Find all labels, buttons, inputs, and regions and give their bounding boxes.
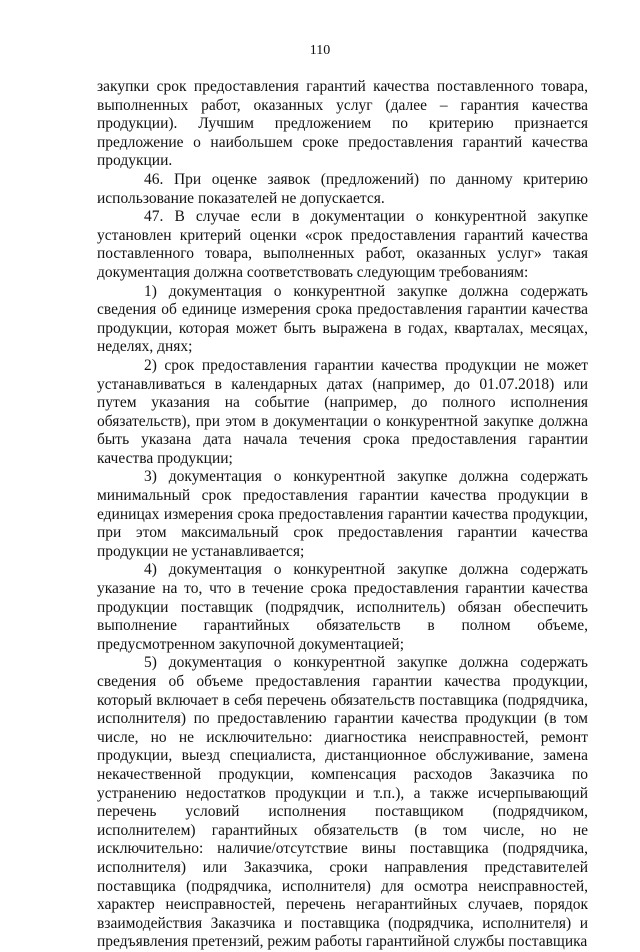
paragraph-continuation: закупки срок предоставления гарантий качества поставленного товара, выполненных работ, оказанных услуг (далее – гарантия качества продукции). Лучшим предложением по критерию признается предложение о наибольшем сроке предоставления гарантий качества продукции.	[97, 78, 588, 170]
page-number: 110	[309, 43, 331, 58]
list-item-2: 2) срок предоставления гарантии качества продукции не может устанавливаться в календарных датах (например, до 01.07.2018) или путем указания на событие (например, до полного исполнения обязательств), при этом в документации о конкурентной закупке должна быть указана дата начала течения срока предоставления гарантии качества продукции;	[97, 356, 588, 467]
list-item-1: 1) документация о конкурентной закупке должна содержать сведения об единице измерения срока предоставления гарантии качества продукции, которая может быть выражена в годах, кварталах, месяцах, неделях, днях;	[97, 282, 588, 356]
list-item-3: 3) документация о конкурентной закупке должна содержать минимальный срок предоставления гарантии качества продукции в единицах измерения срока предоставления гарантии качества продукции, при этом максимальный срок предоставления гарантии качества продукции не устанавливается;	[97, 468, 588, 560]
paragraph-47: 47. В случае если в документации о конкурентной закупке установлен критерий оценки «срок предоставления гарантий качества поставленного товара, выполненных работ, оказанных услуг» такая документация должна соответствовать следующим требованиям:	[97, 208, 588, 281]
paragraph-46: 46. При оценке заявок (предложений) по данному критерию использование показателей не допускается.	[97, 170, 588, 207]
list-item-5: 5) документация о конкурентной закупке должна содержать сведения об объеме предоставления гарантии качества продукции, который включает в себя перечень обязательств поставщика (подрядчика, исполнителя) по предоставлению гарантии качества продукции (в том числе, но не исключительно: диагностика неисправностей, ремонт продукции, выезд специалиста, дистанционное обслуживание, замена некачественной продукции, компенсация расходов Заказчика по устранению недостатков продукции и т.п.), а также исчерпывающий перечень условий исполнения поставщиком (подрядчиком, исполнителем) гарантийных обязательств (в том числе, но не исключительно: наличие/отсутствие вины поставщика (подрядчика, исполнителя) или Заказчика, сроки направления представителей поставщика (подрядчика, исполнителя) для осмотра неисправностей, характер неисправностей, перечень негарантийных случаев, порядок взаимодействия Заказчика и поставщика (подрядчика, исполнителя) и предъявления претензий, режим работы гарантийной службы поставщика	[97, 654, 588, 951]
document-body	[97, 78, 588, 952]
list-item-4: 4) документация о конкурентной закупке должна содержать указание на то, что в течение срока предоставления гарантии качества продукции поставщик (подрядчик, исполнитель) обязан обеспечить выполнение гарантийных обязательств в полном объеме, предусмотренном закупочной документацией;	[97, 561, 588, 653]
